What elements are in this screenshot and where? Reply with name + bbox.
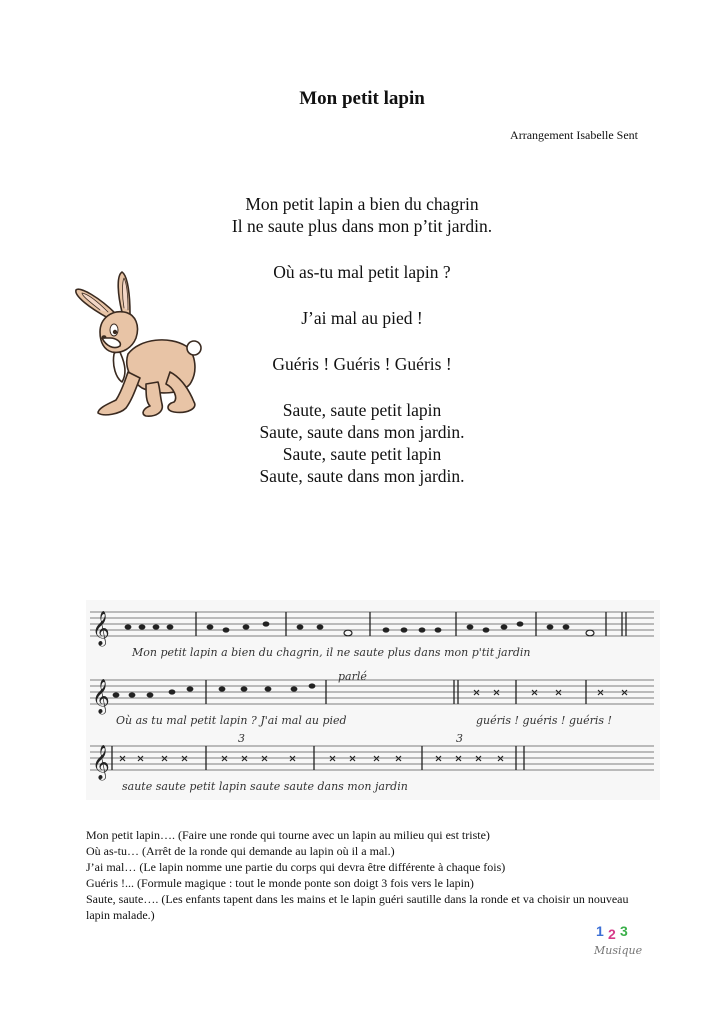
score-words-row3: saute saute petit lapin saute saute dans mon jardin [122,780,408,793]
score-spoken-marker: parlé [338,670,367,683]
lyrics-line: Il ne saute plus dans mon p’tit jardin. [231,216,493,236]
score-words-row2b: guéris ! guéris ! guéris ! [476,714,612,727]
score-words-row2a: Où as tu mal petit lapin ? J'ai mal au pied [116,714,347,727]
score-triplet-mark: 3 [456,732,463,745]
lyrics-line: Où as-tu mal petit lapin ? [273,262,451,282]
cartoon-rabbit-icon [70,268,210,420]
lyrics-stanza [150,307,574,329]
lyrics-line: Saute, saute dans mon jardin. [259,422,465,442]
score-triplet-mark: 3 [238,732,245,745]
arranger-credit: Arrangement Isabelle Sent [510,128,638,142]
logo-digit: 3 [620,923,628,939]
lyrics-line: Saute, saute dans mon jardin. [259,466,465,486]
lyrics-line: J’ai mal au pied ! [301,308,423,328]
page-title: Mon petit lapin [299,88,425,109]
lyrics-line: Saute, saute petit lapin [282,400,442,420]
lyrics-stanza [150,261,574,283]
logo-digit: 2 [608,926,616,942]
lyrics-stanza [150,193,574,237]
svg-text:𝄞: 𝄞 [92,679,110,714]
lyrics-line: Saute, saute petit lapin [282,444,442,464]
teaching-notes [86,827,642,923]
lyrics-stanza [150,399,574,487]
music-score [86,600,660,800]
svg-text:𝄞: 𝄞 [92,745,110,780]
lyrics-line: Mon petit lapin a bien du chagrin [245,194,479,214]
logo-digit: 1 [596,923,604,939]
note-line: Saute, saute…. (Les enfants tapent dans les mains et le lapin guéri sautille dans la ronde et va choisir un nouveau lapin malade.) [86,892,629,922]
note-line: Guéris !... (Formule magique : tout le monde ponte son doigt 3 fois vers le lapin) [86,876,474,890]
note-line: Où as-tu… (Arrêt de la ronde qui demande au lapin où il a mal.) [86,844,395,858]
lyrics-line: Guéris ! Guéris ! Guéris ! [272,354,452,374]
123-musique-logo [588,920,644,962]
lyrics-stanza [150,353,574,375]
note-line: J’ai mal… (Le lapin nomme une partie du corps qui devra être différente à chaque fois) [86,860,506,874]
svg-text:𝄞: 𝄞 [92,611,110,646]
logo-word: Musique [594,944,643,957]
note-line: Mon petit lapin…. (Faire une ronde qui tourne avec un lapin au milieu qui est triste) [86,828,490,842]
score-words-row1: Mon petit lapin a bien du chagrin, il ne saute plus dans mon p'tit jardin [132,646,531,659]
lyrics [150,193,574,511]
